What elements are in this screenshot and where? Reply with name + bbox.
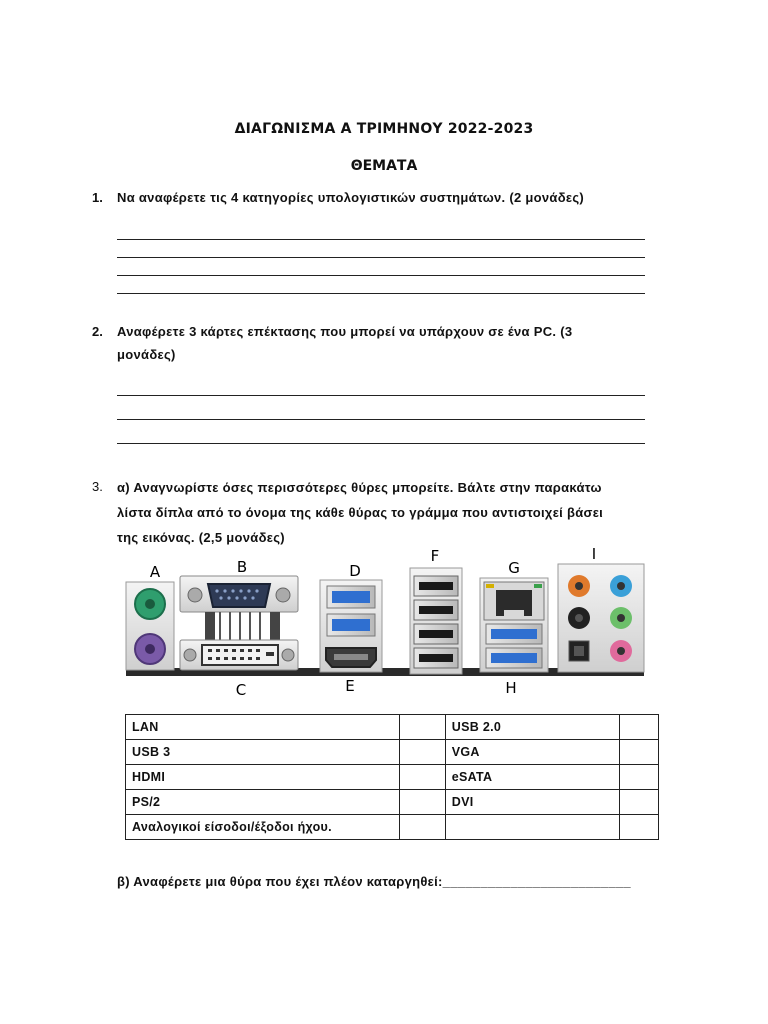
question-2-line-1: Αναφέρετε 3 κάρτες επέκτασης που μπορεί να υπάρχουν σε ένα PC. (3 bbox=[117, 324, 573, 339]
port-name-cell: eSATA bbox=[445, 765, 619, 790]
answer-cell[interactable] bbox=[399, 815, 445, 840]
question-1-number: 1. bbox=[92, 190, 103, 205]
answer-cell[interactable] bbox=[399, 765, 445, 790]
label-f: F bbox=[430, 547, 440, 565]
port-name-cell: Αναλογικοί είσοδοι/έξοδοι ήχου. bbox=[126, 815, 400, 840]
answer-line[interactable] bbox=[117, 293, 645, 294]
ports-table bbox=[125, 714, 659, 840]
answer-cell[interactable] bbox=[399, 715, 445, 740]
question-3b-text: β) Αναφέρετε μια θύρα που έχει πλέον καταργηθεί:_________________________ bbox=[117, 874, 631, 889]
label-c: C bbox=[235, 681, 247, 699]
vga-port bbox=[208, 584, 270, 607]
exam-title: ΔΙΑΓΩΝΙΣΜΑ Α ΤΡΙΜΗΝΟΥ 2022-2023 bbox=[234, 121, 534, 137]
question-1-text: Να αναφέρετε τις 4 κατηγορίες υπολογιστικών συστημάτων. (2 μονάδες) bbox=[117, 190, 585, 205]
question-3-line-3: της εικόνας. (2,5 μονάδες) bbox=[117, 530, 285, 545]
answer-line[interactable] bbox=[117, 419, 645, 420]
label-g: G bbox=[508, 559, 520, 577]
answer-cell[interactable] bbox=[620, 740, 659, 765]
label-i: I bbox=[591, 545, 597, 563]
io-panel-image bbox=[120, 540, 650, 700]
answer-line[interactable] bbox=[117, 275, 645, 276]
table-row bbox=[126, 715, 659, 740]
label-d: D bbox=[349, 562, 361, 580]
label-h: H bbox=[505, 679, 517, 697]
answer-cell[interactable] bbox=[620, 715, 659, 740]
question-3-number: 3. bbox=[92, 479, 103, 494]
port-name-cell: HDMI bbox=[126, 765, 400, 790]
question-2-line-2: μονάδες) bbox=[117, 347, 176, 362]
label-a: A bbox=[149, 563, 161, 581]
port-name-cell bbox=[445, 815, 619, 840]
port-name-cell: USB 3 bbox=[126, 740, 400, 765]
question-2-text bbox=[117, 320, 572, 366]
answer-cell[interactable] bbox=[620, 765, 659, 790]
label-b: B bbox=[236, 558, 248, 576]
label-e: E bbox=[345, 677, 355, 695]
answer-cell[interactable] bbox=[620, 815, 659, 840]
port-name-cell: LAN bbox=[126, 715, 400, 740]
question-3-line-1: α) Αναγνωρίστε όσες περισσότερες θύρες μπορείτε. Βάλτε στην παρακάτω bbox=[117, 480, 602, 495]
port-name-cell: DVI bbox=[445, 790, 619, 815]
port-name-cell: PS/2 bbox=[126, 790, 400, 815]
port-name-cell: USB 2.0 bbox=[445, 715, 619, 740]
answer-line[interactable] bbox=[117, 395, 645, 396]
answer-cell[interactable] bbox=[620, 790, 659, 815]
question-3-text bbox=[117, 475, 603, 550]
answer-line[interactable] bbox=[117, 257, 645, 258]
port-name-cell: VGA bbox=[445, 740, 619, 765]
table-row bbox=[126, 740, 659, 765]
answer-line[interactable] bbox=[117, 239, 645, 240]
table-row bbox=[126, 790, 659, 815]
question-3-line-2: λίστα δίπλα από το όνομα της κάθε θύρας το γράμμα που αντιστοιχεί βάσει bbox=[117, 505, 604, 520]
exam-subtitle: ΘΕΜΑΤΑ bbox=[350, 158, 418, 174]
answer-cell[interactable] bbox=[399, 740, 445, 765]
question-2-number: 2. bbox=[92, 324, 103, 339]
table-row bbox=[126, 765, 659, 790]
answer-line[interactable] bbox=[117, 443, 645, 444]
answer-cell[interactable] bbox=[399, 790, 445, 815]
table-row bbox=[126, 815, 659, 840]
